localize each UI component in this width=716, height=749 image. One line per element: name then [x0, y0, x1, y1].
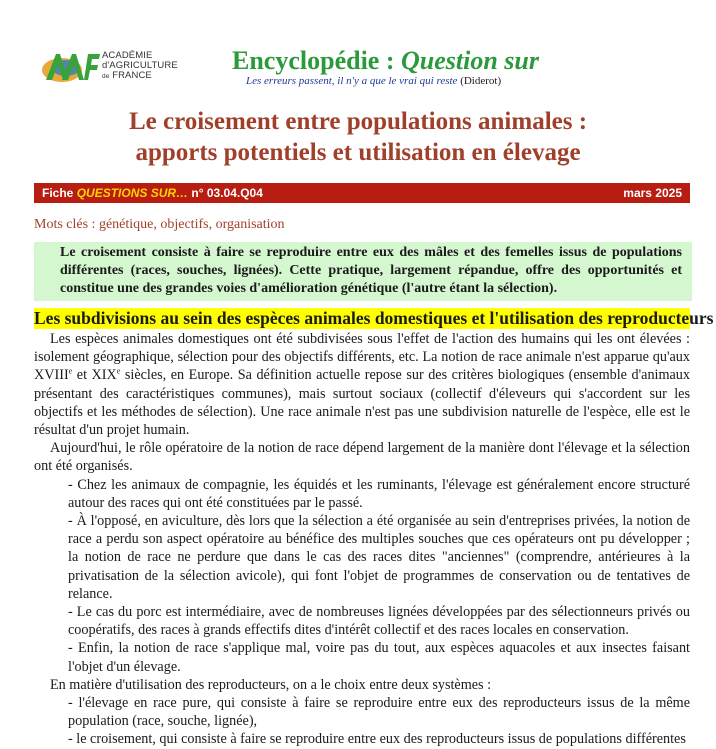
tagline [246, 75, 501, 87]
paragraph-1-c: siècles, en Europe. Sa définition actuelle repose sur des critères biologiques (ensemble d'animaux présentant des caractéristiques communes), mais surtout sociaux (collectif d'éleveurs qui s'accordent sur les objectifs et les méthodes de sélection). Une race animale n'est pas une subdivision naturelle de l'espèce, elle est le résultat d'un projet humain. [34, 367, 690, 439]
fiche-reference [42, 186, 263, 200]
paragraph-3: En matière d'utilisation des reproducteurs, on a le choix entre deux systèmes : [50, 676, 492, 693]
fiche-bar [34, 183, 690, 203]
list-item: - le croisement, qui consiste à faire se reproduire entre eux des reproducteurs issus de populations différentes [68, 731, 686, 748]
encyclopedie-label: Encyclopédie : [232, 46, 401, 75]
keywords: Mots clés : génétique, objectifs, organisation [34, 217, 285, 232]
list-item: - Chez les animaux de compagnie, les équidés et les ruminants, l'élevage est généralement encore structuré autour des races qui ont été constituées par le passé. [68, 476, 690, 511]
fiche-prefix: Fiche [42, 186, 77, 200]
page-title-line-2: apports potentiels et utilisation en élevage [135, 139, 581, 166]
paragraph-1-b: et XIX [72, 367, 117, 384]
logo-line-3 [102, 71, 178, 82]
logo-line-3-small: de [102, 73, 110, 80]
paragraph-2: Aujourd'hui, le rôle opératoire de la notion de race dépend largement de la manière dont l'élevage et la sélection ont été organisés. [34, 440, 690, 475]
encyclopedie-title [232, 46, 539, 76]
fiche-number: n° 03.04.Q04 [188, 186, 263, 200]
logo-line-1: ACADÉMIE [102, 50, 153, 61]
list-item: - l'élevage en race pure, qui consiste à faire se reproduire entre eux des reproducteurs issus de la même population (race, souche, lignée), [68, 695, 690, 730]
section-body [34, 330, 690, 749]
aaf-logo-icon [40, 46, 102, 86]
paragraph-1-a: Les espèces animales domestiques ont été subdivisées sous l'effet de l'action des humains qui les ont élevées : isolement géographique, sélection pour des objectifs différents, etc. La notion de race animale n'est apparue qu'aux XVIII [34, 331, 690, 384]
tagline-author: (Diderot) [460, 75, 502, 87]
logo-text [102, 51, 178, 82]
section-heading-text: Les subdivisions au sein des espèces animales domestiques et l'utilisation des reproducteurs [34, 308, 714, 328]
tagline-quote: Les erreurs passent, il n'y a que le vrai qui reste [246, 75, 458, 87]
logo-line-3-main: FRANCE [112, 70, 152, 81]
paragraph-1 [34, 330, 690, 439]
fiche-date: mars 2025 [623, 186, 682, 200]
paragraph-1-sup-2: e [116, 366, 121, 376]
list-item: - À l'opposé, en aviculture, dès lors que la sélection a été organisée au sein d'entreprises privées, la notion de race a perdu son aspect opératoire au bénéfice des multiples souches que ces opérateurs ont pu développer ; la notion de race ne perdure que dans le cas des races dites "anciennes" (comprendre, antérieures à la privatisation de la sélection avicole), qui font l'objet de programmes de conservation ou de tentatives de relance. [68, 513, 690, 602]
abstract-text: Le croisement consiste à faire se reproduire entre eux des mâles et des femelles issus de populations différentes (races, souches, lignées). Cette pratique, largement répandue, offre des opportunités et constitue une des grandes voies d'amélioration génétique (l'autre étant la sélection). [60, 245, 682, 296]
section-heading [34, 308, 714, 329]
page-title-line-1: Le croisement entre populations animales : [128, 108, 588, 135]
page-header [0, 0, 716, 100]
paragraph-1-sup-1: e [68, 366, 73, 376]
abstract-box [34, 242, 692, 301]
question-sur-label: Question sur [401, 46, 539, 75]
page-title [0, 106, 716, 168]
fiche-series: QUESTIONS SUR… [76, 186, 189, 200]
academie-logo [40, 46, 190, 86]
list-item: - Le cas du porc est intermédiaire, avec de nombreuses lignées développées par des sélectionneurs privés ou coopératifs, des races à grands effectifs dites d'intérêt collectif et des races locales en conservation. [68, 604, 690, 639]
list-item: - Enfin, la notion de race s'applique mal, voire pas du tout, aux espèces aquacoles et aux insectes faisant l'objet d'un élevage. [68, 640, 690, 675]
logo-line-2: d'AGRICULTURE [102, 60, 178, 71]
